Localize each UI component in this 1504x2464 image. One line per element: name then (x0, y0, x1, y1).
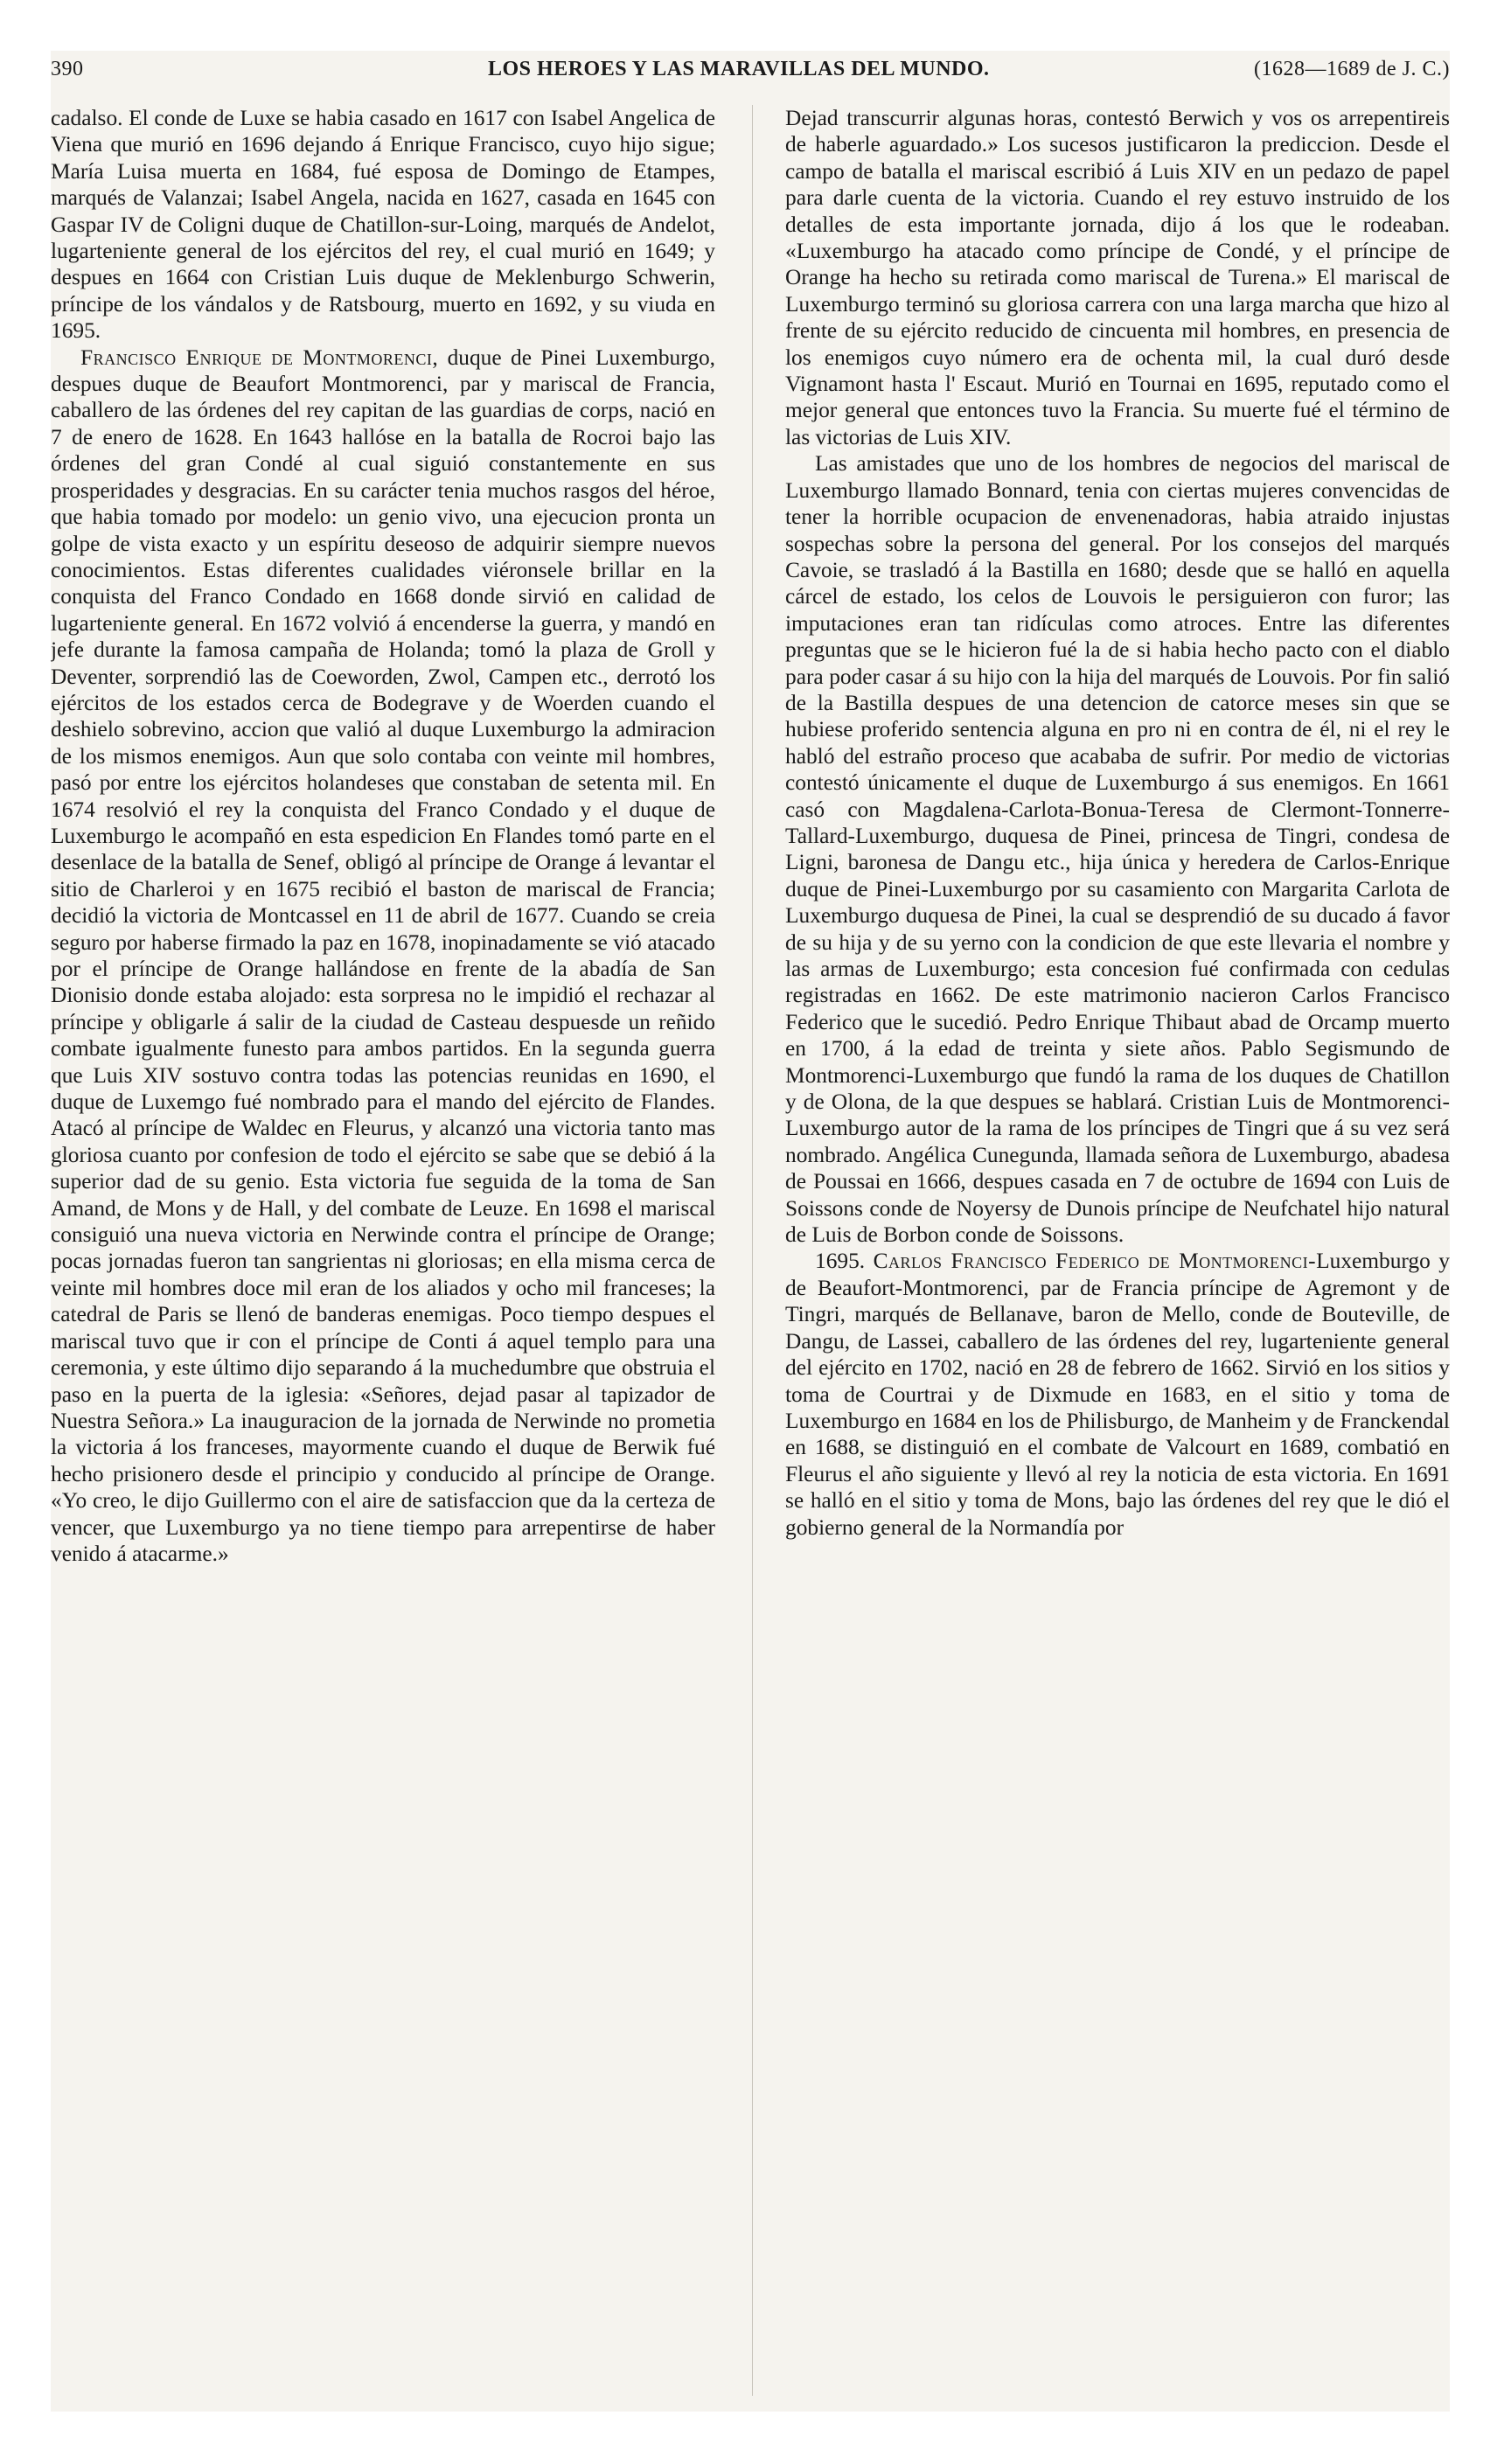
paragraph-text: Luxemburgo y de Beaufort-Montmorenci, par de Francia príncipe de Agremont y de Tingri, marqués de Bellanave, baron de Mello, conde de Bouteville, de Dangu, de Lassei, caballero de las órdenes del rey, lugarteniente general del ejército en 1702, nació en 28 de febrero de 1662. Sirvió en los sitios y toma de Courtrai y de Dixmude en 1683, en el sitio y toma de Luxemburgo en 1684 en los de Philisburgo, de Manheim y de Franckendal en 1688, se distinguió en el combate de Valcourt en 1689, combatió en Fleurus el año siguiente y llevó al rey la noticia de esta victoria. En 1691 se halló en el sitio y toma de Mons, bajo las órdenes del rey que le dió el gobierno general de la Normandía por (785, 1249, 1450, 1540)
running-title: LOS HEROES Y LAS MARAVILLAS DEL MUNDO. (488, 58, 990, 80)
entry-year: 1695. (815, 1249, 866, 1274)
left-column (51, 105, 715, 2396)
paragraph-luxe-family: cadalso. El conde de Luxe se habia casado en 1617 con Isabel Angelica de Viena que murió en 1696 dejando á Enrique Francisco, cuyo hijo sigue; María Luisa muerta en 1684, fué esposa de Domingo de Etampes, marqués de Valanzai; Isabel Angela, nacida en 1627, casada en 1645 con Gaspar IV de Coligni duque de Chatillon-sur-Loing, marqués de Andelot, lugarteniente general de los ejércitos del rey, el cual murió en 1649; y despues en 1664 con Cristian Luis duque de Meklenburgo Schwerin, príncipe de los vándalos y de Ratsbourg, muerto en 1692, y su viuda en 1695. (51, 106, 715, 344)
running-head (51, 58, 1450, 96)
date-range: (1628—1689 de J. C.) (1254, 58, 1450, 80)
paragraph-francisco-enrique (51, 345, 715, 1568)
paragraph-berwich: Dejad transcurrir algunas horas, contestó Berwich y vos os arrepentireis de haberle aguardado.» Los sucesos justificaron la prediccion. Desde el campo de batalla el mariscal escribió á Luis XIV en un pedazo de papel para darle cuenta de la victoria. Cuando el rey estuvo instruido de los detalles de esta importante jornada, dijo á los que le rodeaban. «Luxemburgo ha atacado como príncipe de Condé, y el príncipe de Orange ha hecho su retirada como mariscal de Turena.» El mariscal de Luxemburgo terminó su gloriosa carrera con una larga marcha que hizo al frente de su ejército reducido de cincuenta mil hombres, en presencia de los enemigos cuyo número era de ochenta mil, la cual duró desde Vignamont hasta l' Escaut. Murió en Tournai en 1695, reputado como el mejor general que entonces tuvo la Francia. Su muerte fué el término de las victorias de Luis XIV. (785, 106, 1450, 449)
paragraph-carlos-francisco (785, 1248, 1450, 1540)
entry-heading: Francisco Enrique de Montmorenci, (80, 345, 439, 370)
column-divider (752, 105, 753, 2396)
book-page (51, 51, 1450, 2412)
paragraph-bonnard: Las amistades que uno de los hombres de negocios del mariscal de Luxemburgo llamado Bonnard, tenia con ciertas mujeres convencidas de tener la horrible ocupacion de envenenadoras, habia atraido injustas sospechas sobre la persona del general. Por los consejos del marqués Cavoie, se trasladó á la Bastilla en 1680; desde que se halló en aquella cárcel de estado, los celos de Louvois le persiguieron con furor; las imputaciones eran tan ridículas como atroces. Entre las diferentes preguntas que se le hicieron fué la de si habia hecho pacto con el diablo para poder casar á su hijo con la hija del marqués de Louvois. Por fin salió de la Bastilla despues de una detencion de catorce meses sin que se hubiese proferido sentencia alguna en pro ni en contra de él, ni el rey le habló del estraño proceso que acababa de sufrir. Por medio de victorias contestó únicamente el duque de Luxemburgo á sus enemigos. En 1661 casó con Magdalena-Carlota-Bonua-Teresa de Clermont-Tonnerre-Tallard-Luxemburgo, duquesa de Pinei, princesa de Tingri, condesa de Ligni, baronesa de Dangu etc., hija única y heredera de Carlos-Enrique duque de Pinei-Luxemburgo por su casamiento con Margarita Carlota de Luxemburgo duquesa de Pinei, la cual se desprendió de su ducado á favor de su hija y de su yerno con la condicion de que este llevaria el nombre y las armas de Luxemburgo; esta concesion fué confirmada con cedulas registradas en 1662. De este matrimonio nacieron Carlos Francisco Federico que le sucedió. Pedro Enrique Thibaut abad de Orcamp muerto en 1700, á la edad de treinta y siete años. Pablo Segismundo de Montmorenci-Luxemburgo que fundó la rama de los duques de Chatillon y de Olona, de la que despues se hablará. Cristian Luis de Montmorenci-Luxemburgo autor de la rama de los príncipes de Tingri que á su vez será nombrado. Angélica Cunegunda, llamada señora de Luxemburgo, abadesa de Poussai en 1666, despues casada en 7 de octubre de 1694 con Luis de Soissons conde de Noyersy de Dunois príncipe de Neufchatel hijo natural de Luis de Borbon conde de Soissons. (785, 451, 1450, 1248)
entry-heading: Carlos Francisco Federico de Montmorenci- (873, 1249, 1317, 1274)
right-column (785, 105, 1450, 2396)
page-number: 390 (51, 58, 84, 80)
paragraph-text: duque de Pinei Luxemburgo, despues duque de Beaufort Montmorenci, par y mariscal de Francia, caballero de las órdenes del rey capitan de las guardias de corps, nació en 7 de enero de 1628. En 1643 hallóse en la batalla de Rocroi bajo las órdenes del gran Condé al cual siguió constantemente en sus prosperidades y desgracias. En su carácter tenia muchos rasgos del héroe, que habia tomado por modelo: un genio vivo, una ejecucion pronta un golpe de vista exacto y un espíritu deseoso de adquirir siempre nuevos conocimientos. Estas diferentes cualidades viéronsele brillar en la conquista del Franco Condado en 1668 donde sirvió en calidad de lugarteniente general. En 1672 volvió á encenderse la guerra, y mandó en jefe durante la famosa campaña de Holanda; tomó la plaza de Groll y Deventer, sorprendió las de Coeworden, Zwol, Campen etc., derrotó los ejércitos de los estados cerca de Bodegrave y de Woerden cuando el deshielo sobrevino, accion que valió al duque Luxemburgo la admiracion de los mismos enemigos. Aun que solo contaba con veinte mil hombres, pasó por entre los ejércitos holandeses que constaban de setenta mil. En 1674 resolvió el rey la conquista del Franco Condado y el duque de Luxemburgo le acompañó en esta espedicion En Flandes tomó parte en el desenlace de la batalla de Senef, obligó al príncipe de Orange á levantar el sitio de Charleroi y en 1675 recibió el baston de mariscal de Francia; decidió la victoria de Montcassel en 11 de abril de 1677. Cuando se creia seguro por haberse firmado la paz en 1678, inopinadamente se vió atacado por el príncipe de Orange hallándose en frente de la abadía de San Dionisio donde estaba alojado: esta sorpresa no le impidió el rechazar al príncipe y obligarle á salir de la ciudad de Casteau despuesde un reñido combate igualmente funesto para ambos partidos. En la segunda guerra que Luis XIV sostuvo contra todas las potencias reunidas en 1690, el duque de Luxemgo fué nombrado para el mando del ejército de Flandes. Atacó al príncipe de Waldec en Fleurus, y alcanzó una victoria tanto mas gloriosa cuanto por confesion de todo el ejército se sabe que se debió á la superior dad de su genio. Esta victoria fue seguida de la toma de San Amand, de Mons y de Hall, y del combate de Leuze. En 1698 el mariscal consiguió una nueva victoria en Nerwinde contra el príncipe de Orange; pocas jornadas fueron tan sangrientas ni gloriosas; en ella misma cerca de veinte mil hombres doce mil eran de los aliados y ocho mil franceses; la catedral de Paris se llenó de banderas enemigas. Poco tiempo despues el mariscal tuvo que ir con el príncipe de Conti á aquel templo para una ceremonia, y este último dijo separando á la muchedumbre que obstruia el paso en la puerta de la iglesia: «Señores, dejad pasar al tapizador de Nuestra Señora.» La inauguracion de la jornada de Nerwinde no prometia la victoria á los franceses, mayormente cuando el duque de Berwik fué hecho prisionero desde el principio y conducido al príncipe de Orange. «Yo creo, le dijo Guillermo con el aire de satisfaccion que da la certeza de vencer, que Luxemburgo ya no tiene tiempo para arrepentirse de haber venido á atacarme.» (51, 345, 715, 1566)
